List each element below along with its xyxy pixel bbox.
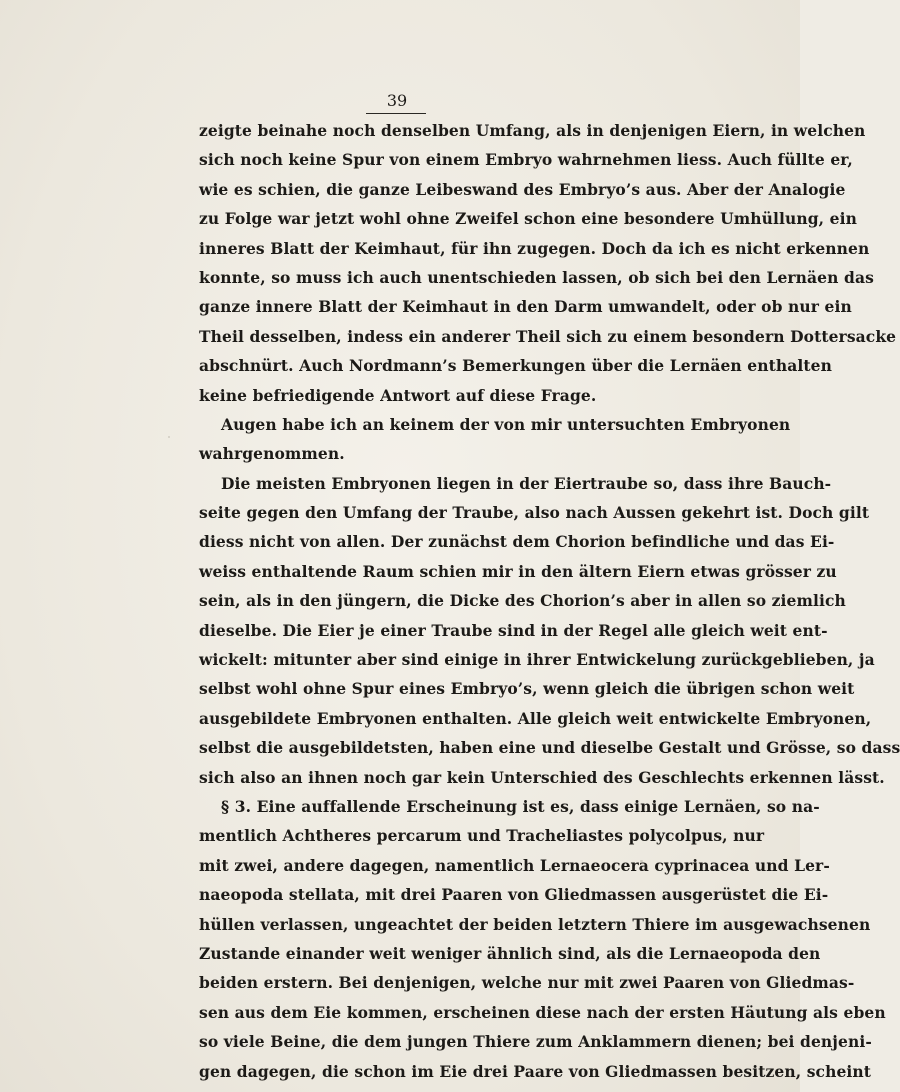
text-line: dieselbe. Die Eier je einer Traube sind in der Regel alle gleich weit ent- <box>199 620 828 640</box>
text-line: keine befriedigende Antwort auf diese Frage. <box>199 385 597 405</box>
text-line: mentlich Achtheres percarum und Tracheliastes polycolpus, nur <box>199 826 765 846</box>
text-line: Die meisten Embryonen liegen in der Eiertraube so, dass ihre Bauch- <box>221 473 832 493</box>
page-number-rule <box>366 113 426 114</box>
text-line: Zustande einander weit weniger ähnlich sind, als die Lernaeopoda den <box>199 943 821 963</box>
text-line: sen aus dem Eie kommen, erscheinen diese nach der ersten Häutung als eben <box>199 1002 886 1022</box>
text-line: sich also an ihnen noch gar kein Unterschied des Geschlechts erkennen lässt. <box>199 767 885 787</box>
text-line: Augen habe ich an keinem der von mir untersuchten Embryonen <box>221 414 791 434</box>
text-line: mit zwei, andere dagegen, namentlich Lernaeocera cyprinacea und Ler- <box>199 855 830 875</box>
text-line: abschnürt. Auch Nordmann’s Bemerkungen über die Lernäen enthalten <box>199 356 832 376</box>
text-line: hüllen verlassen, ungeachtet der beiden letztern Thiere im ausgewachsenen <box>199 914 871 934</box>
text-line: so viele Beine, die dem jungen Thiere zum Anklammern dienen; bei denjeni- <box>199 1032 872 1052</box>
text-line: ausgebildete Embryonen enthalten. Alle gleich weit entwickelte Embryonen, <box>199 708 872 728</box>
text-line: gen dagegen, die schon im Eie drei Paare von Gliedmassen besitzen, scheint <box>199 1061 872 1081</box>
text-line: seite gegen den Umfang der Traube, also nach Aussen gekehrt ist. Doch gilt <box>199 503 870 523</box>
text-line: Theil desselben, indess ein anderer Theil sich zu einem besondern Dottersacke <box>199 326 897 346</box>
paper-speck <box>168 436 170 438</box>
text-line: § 3. Eine auffallende Erscheinung ist es, dass einige Lernäen, so na- <box>221 796 820 816</box>
text-line: sein, als in den jüngern, die Dicke des Chorion’s aber in allen so ziemlich <box>199 591 846 611</box>
text-line: weiss enthaltende Raum schien mir in den ältern Eiern etwas grösser zu <box>199 561 837 581</box>
page-number: 39 <box>386 91 408 110</box>
text-line: ganze innere Blatt der Keimhaut in den Darm umwandelt, oder ob nur ein <box>199 297 852 317</box>
text-line: zu Folge war jetzt wohl ohne Zweifel schon eine besondere Umhüllung, ein <box>199 209 857 229</box>
text-line: wie es schien, die ganze Leibeswand des Embryo’s aus. Aber der Analogie <box>199 179 846 199</box>
paper-speck <box>470 1010 472 1012</box>
text-line: inneres Blatt der Keimhaut, für ihn zugegen. Doch da ich es nicht erkennen <box>199 238 870 258</box>
text-line: zeigte beinahe noch denselben Umfang, als in denjenigen Eiern, in welchen <box>199 121 866 140</box>
text-line: beiden erstern. Bei denjenigen, welche nur mit zwei Paaren von Gliedmas- <box>199 973 855 993</box>
text-line: sich noch keine Spur von einem Embryo wahrnehmen liess. Auch füllte er, <box>199 150 853 170</box>
text-line: diess nicht von allen. Der zunächst dem Chorion befindliche und das Ei- <box>199 532 835 552</box>
text-line: selbst die ausgebildetsten, haben eine und dieselbe Gestalt und Grösse, so dass <box>199 738 900 758</box>
text-line: konnte, so muss ich auch unentschieden lassen, ob sich bei den Lernäen das <box>199 267 874 287</box>
text-line: wickelt: mitunter aber sind einige in ihrer Entwickelung zurückgeblieben, ja <box>199 650 875 670</box>
paper-speck <box>690 1068 692 1071</box>
paper-speck <box>640 860 643 862</box>
text-line: selbst wohl ohne Spur eines Embryo’s, wenn gleich die übrigen schon weit <box>199 679 855 699</box>
text-line: naeopoda stellata, mit drei Paaren von Gliedmassen ausgerüstet die Ei- <box>199 885 829 905</box>
text-line: wahrgenommen. <box>199 444 345 464</box>
body-text <box>199 116 900 1086</box>
